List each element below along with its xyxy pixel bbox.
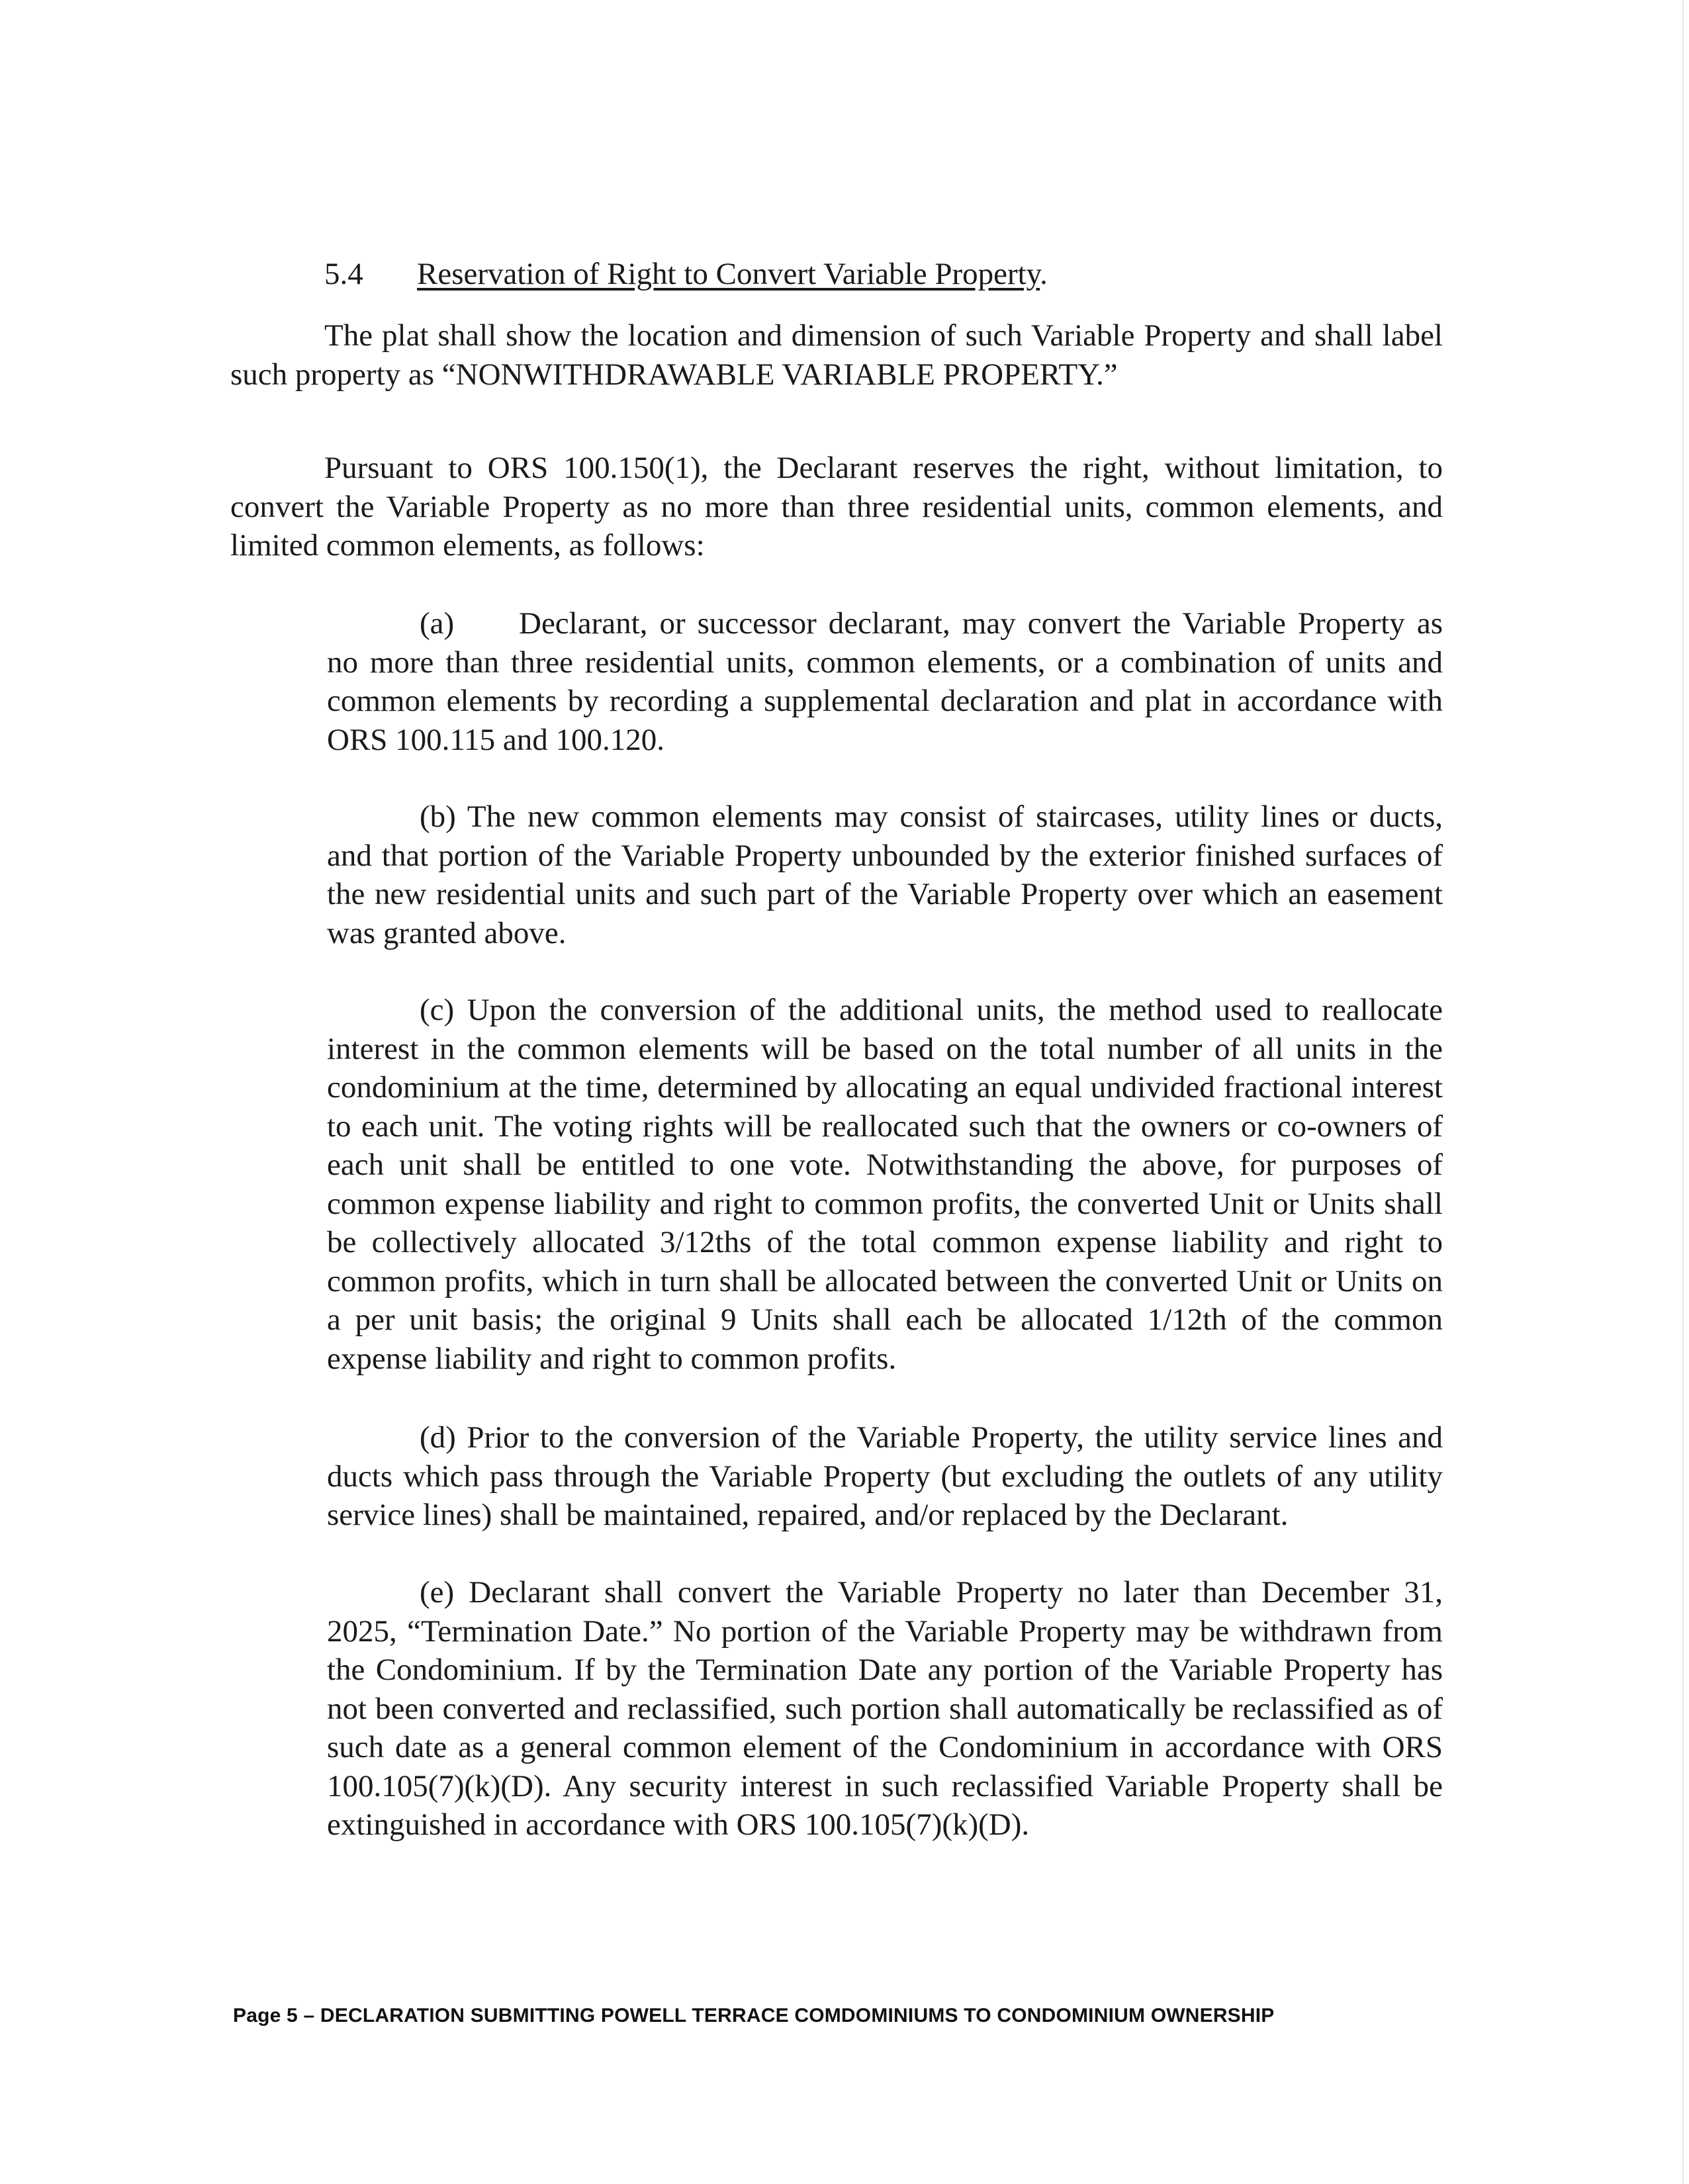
section-title-period: . bbox=[1040, 257, 1048, 291]
subsection-d: (d) Prior to the conversion of the Variable Property, the utility service lines and ducts which pass through the Variable Property (but excluding the outlets of any utility service lines) shall be maintained, repaired, and/or replaced by the Declarant. bbox=[327, 1420, 1443, 1532]
section-title: Reservation of Right to Convert Variable Property bbox=[417, 257, 1040, 291]
subsection-a bbox=[327, 604, 1443, 759]
scan-edge-divider bbox=[1682, 0, 1684, 2184]
subsection-c: (c) Upon the conversion of the additional units, the method used to reallocate interest in the common elements will be based on the total number of all units in the condominium at the time, determined by allocating an equal undivided fractional interest to each unit. The voting rights will be reallocated such that the owners or co-owners of each unit shall be entitled to one vote. Notwithstanding the above, for purposes of common expense liability and right to common profits, the converted Unit or Units shall be collectively allocated 3/12ths of the total common expense liability and right to common profits, which in turn shall be allocated between the converted Unit or Units on a per unit basis; the original 9 Units shall each be allocated 1/12th of the common expense liability and right to common profits. bbox=[327, 993, 1443, 1376]
paragraph-plat: The plat shall show the location and dimension of such Variable Property and shall label such property as “NONWITHDRAWABLE VARIABLE PROPERTY.” bbox=[230, 318, 1443, 392]
section-number: 5.4 bbox=[324, 257, 363, 291]
subsection-b: (b) The new common elements may consist of staircases, utility lines or ducts, and that portion of the Variable Property unbounded by the exterior finished surfaces of the new residential units and such part of the Variable Property over which an easement was granted above. bbox=[327, 799, 1443, 950]
subsection-a-label: (a) bbox=[420, 606, 455, 641]
section-heading bbox=[324, 255, 1449, 294]
subsection-a-text: Declarant, or successor declarant, may convert the Variable Property as no more than three residential units, common elements, or a combination of units and common elements by recording a supplemental declaration and plat in accordance with ORS 100.115 and 100.120. bbox=[327, 606, 1443, 757]
page-footer: Page 5 – DECLARATION SUBMITTING POWELL TERRACE COMDOMINIUMS TO CONDOMINIUM OWNERSHIP bbox=[233, 2005, 1275, 2026]
paragraph-reservation: Pursuant to ORS 100.150(1), the Declarant reserves the right, without limitation, to convert the Variable Property as no more than three residential units, common elements, and limited common elements, as follows: bbox=[230, 451, 1443, 563]
subsection-e: (e) Declarant shall convert the Variable Property no later than December 31, 2025, “Termination Date.” No portion of the Variable Property may be withdrawn from the Condominium. If by the Termination Date any portion of the Variable Property has not been converted and reclassified, such portion shall automatically be reclassified as of such date as a general common element of the Condominium in accordance with ORS 100.105(7)(k)(D). Any security interest in such reclassified Variable Property shall be extinguished in accordance with ORS 100.105(7)(k)(D). bbox=[327, 1575, 1443, 1842]
